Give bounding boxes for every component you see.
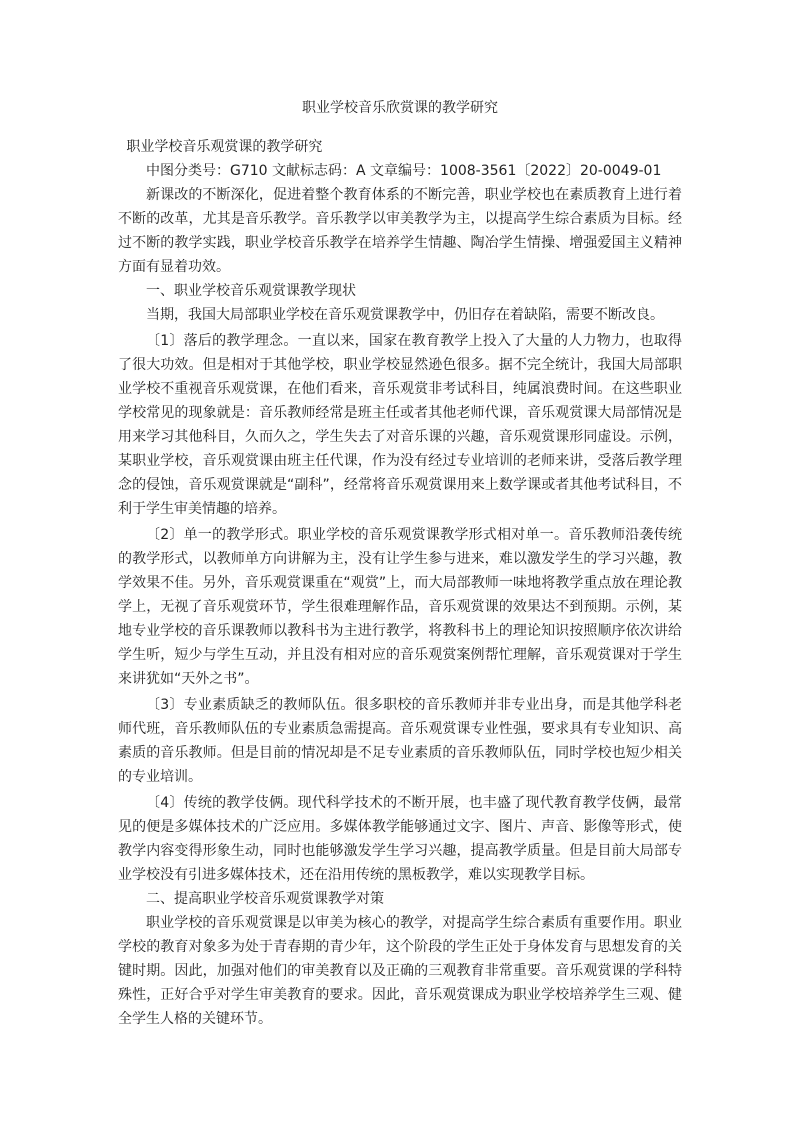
document-subtitle: 职业学校音乐观赏课的教学研究 — [126, 139, 323, 155]
paragraph-item-2: 〔2〕单一的教学形式。职业学校的音乐观赏课教学形式相对单一。音乐教师沿袭传统的教学形式，以教师单方向讲解为主，没有让学生参与进来，难以激发学生的学习兴趣，教学效果不佳。另外，音乐观赏课重在“观赏”上，而大局部教师一味地将教学重点放在理论教学上，无视了音乐观赏环节，学生很难理解作品，音乐观赏课的效果达不到预期。示例，某地专业学校的音乐课教师以教科书为主进行教学，将教科书上的理论知识按照顺序依次讲给学生听，短少与学生互动，并且没有相对应的音乐观赏案例帮忙理解，音乐观赏课对于学生来讲犹如“天外之书”。 — [118, 527, 682, 687]
paragraph-item-1: 〔1〕落后的教学理念。一直以来，国家在教育教学上投入了大量的人力物力，也取得了很大功效。但是相对于其他学校，职业学校显然逊色很多。据不完全统计，我国大局部职业学校不重视音乐观赏课，在他们看来，音乐观赏非考试科目，纯属浪费时间。在这些职业学校常见的现象就是：音乐教师经常是班主任或者其他老师代课，音乐观赏课大局部情况是用来学习其他科目，久而久之，学生失去了对音乐课的兴趣，音乐观赏课形同虚设。示例，某职业学校，音乐观赏课由班主任代课，作为没有经过专业培训的老师来讲，受落后教学理念的侵蚀，音乐观赏课就是“副科”，经常将音乐观赏课用来上数学课或者其他考试科目，不利于学生审美情趣的培养。 — [118, 333, 682, 517]
paragraph-item-3: 〔3〕专业素质缺乏的教师队伍。很多职校的音乐教师并非专业出身，而是其他学科老师代班，音乐教师队伍的专业素质急需提高。音乐观赏课专业性强，要求具有专业知识、高素质的音乐教师。但是目前的情况却是不足专业素质的音乐教师队伍，同时学校也短少相关的专业培训。 — [118, 697, 682, 785]
document-title: 职业学校音乐欣赏课的教学研究 — [302, 100, 498, 116]
paragraph-intro: 新课改的不断深化，促进着整个教育体系的不断完善，职业学校也在素质教育上进行着不断的改革，尤其是音乐教学。音乐教学以审美教学为主，以提高学生综合素质为目标。经过不断的教学实践，职业学校音乐教学在培养学生情趣、陶冶学生情操、增强爱国主义精神方面有显着功效。 — [118, 187, 682, 275]
paragraph-item-4: 〔4〕传统的教学伎俩。现代科学技术的不断开展，也丰盛了现代教育教学伎俩，最常见的便是多媒体技术的广泛应用。多媒体教学能够通过文字、图片、声音、影像等形式，使教学内容变得形象生动，同时也能够激发学生学习兴趣，提高教学质量。但是目前大局部专业学校没有引进多媒体技术，还在沿用传统的黑板教学，难以实现教学目标。 — [118, 795, 682, 883]
section-heading-2: 二、提高职业学校音乐观赏课教学对策 — [146, 891, 384, 907]
paragraph-status: 当期，我国大局部职业学校在音乐观赏课教学中，仍旧存在着缺陷，需要不断改良。 — [146, 307, 664, 323]
document-meta: 中图分类号：G710 文献标志码：A 文章编号：1008-3561〔2022〕20-0049-01 — [146, 163, 662, 179]
section-heading-1: 一、职业学校音乐观赏课教学现状 — [146, 283, 356, 299]
paragraph-strategy: 职业学校的音乐观赏课是以审美为核心的教学，对提高学生综合素质有重要作用。职业学校的教育对象多为处于青春期的青少年，这个阶段的学生正处于身体发育与思想发育的关键时期。因此，加强对他们的审美教育以及正确的三观教育非常重要。音乐观赏课的学科特殊性，正好合乎对学生审美教育的要求。因此，音乐观赏课成为职业学校培养学生三观、健全学生人格的关键环节。 — [118, 915, 682, 1027]
